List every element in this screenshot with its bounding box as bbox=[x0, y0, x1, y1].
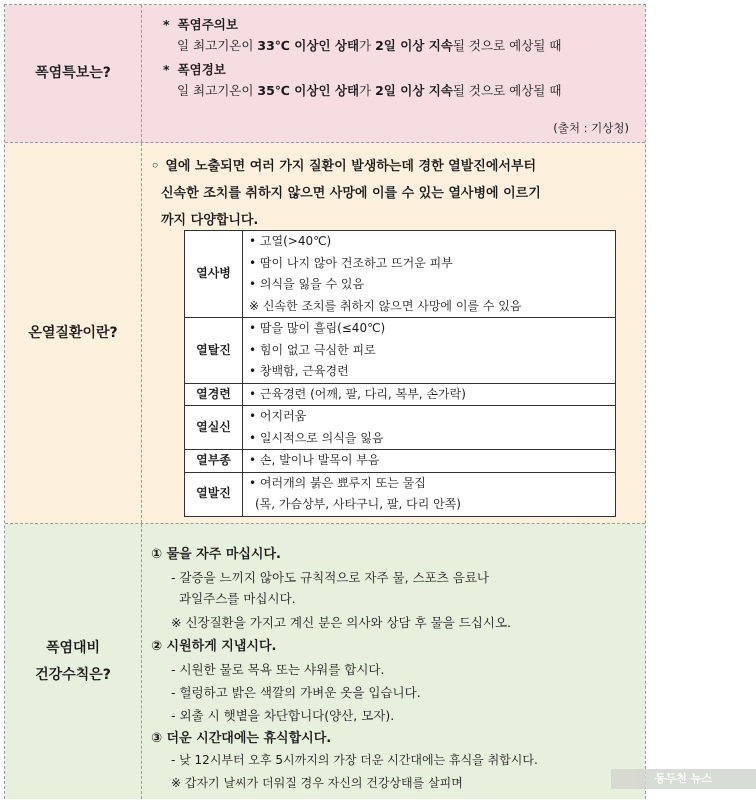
heatwave-alert-content bbox=[143, 5, 645, 142]
advisory-title: * 폭염주의보 bbox=[163, 17, 238, 32]
disease-name: 열사병 bbox=[185, 231, 243, 318]
info-table bbox=[4, 4, 712, 799]
warning-title: * 폭염경보 bbox=[163, 62, 226, 77]
heat-illness-content bbox=[143, 143, 645, 523]
heatwave-alert-label: 폭염특보는? bbox=[5, 5, 142, 142]
disease-symptoms: • 고열(>40℃) • 땀이 나지 않아 건조하고 뜨거운 피부 • 의식을 잃을 수 있음 ※ 신속한 조치를 취하지 않으면 사망에 이를 수 있음 bbox=[243, 231, 616, 318]
heat-illness-table bbox=[184, 230, 616, 517]
heatwave-alert-section bbox=[5, 5, 645, 143]
warning-desc: 일 최고기온이 35℃ 이상인 상태가 2일 이상 지속될 것으로 예상될 때 bbox=[177, 83, 562, 98]
rule-1-title: ① 물을 자주 마십시다. bbox=[151, 547, 281, 562]
disease-symptoms: • 손, 발이나 발목이 부음 bbox=[243, 450, 616, 473]
source-note: (출처 : 기상청) bbox=[553, 121, 629, 135]
rule-1-note: ※ 신장질환을 가지고 계신 분은 의사와 상담 후 물을 드십시오. bbox=[171, 615, 512, 630]
table-row bbox=[185, 231, 616, 318]
disease-symptoms: • 여러개의 붉은 뾰루지 또는 물집 (목, 가슴상부, 사타구니, 팔, 다리 안쪽) bbox=[243, 472, 616, 516]
table-row bbox=[185, 472, 616, 516]
rule-3-note: ※ 갑자기 날씨가 더워질 경우 자신의 건강상태를 살피며 bbox=[171, 776, 463, 790]
bullet-icon: ◦ bbox=[151, 159, 160, 174]
disease-name: 열발진 bbox=[185, 472, 243, 516]
health-rules-label: 폭염대비 건강수칙은? bbox=[5, 524, 142, 799]
rule-3-title: ③ 더운 시간대에는 휴식합시다. bbox=[151, 731, 332, 746]
rule-2-title: ② 시원하게 지냅시다. bbox=[151, 639, 277, 654]
disease-name: 열실신 bbox=[185, 406, 243, 450]
disease-name: 열부종 bbox=[185, 450, 243, 473]
health-rules-section bbox=[5, 524, 712, 799]
rule-2-line-3: - 외출 시 햇볕을 차단합니다(양산, 모자). bbox=[171, 708, 395, 723]
disease-symptoms: • 근육경련 (어깨, 팔, 다리, 복부, 손가락) bbox=[243, 383, 616, 406]
heat-illness-label: 온열질환이란? bbox=[5, 143, 142, 523]
rule-2-line-2: - 헐렁하고 밝은 색깔의 가벼운 옷을 입습니다. bbox=[171, 685, 421, 700]
advisory-desc: 일 최고기온이 33℃ 이상인 상태가 2일 이상 지속될 것으로 예상될 때 bbox=[177, 38, 562, 53]
rule-2-line-1: - 시원한 물로 목욕 또는 샤워를 합시다. bbox=[171, 662, 385, 677]
heat-illness-intro: ◦ 열에 노출되면 여러 가지 질환이 발생하는데 경한 열발진에서부터 신속한 조치를 취하지 않으면 사망에 이를 수 있는 열사병에 이르기 까지 다양합니다. bbox=[151, 153, 641, 234]
table-row bbox=[185, 406, 616, 450]
table-row bbox=[185, 318, 616, 384]
table-row bbox=[185, 383, 616, 406]
table-row bbox=[185, 450, 616, 473]
rule-1-line-1: - 갈증을 느끼지 않아도 규칙적으로 자주 물, 스포츠 음료나 bbox=[171, 570, 489, 585]
heat-illness-section bbox=[5, 143, 645, 524]
rule-1-line-2: 과일주스를 마십시다. bbox=[179, 591, 296, 606]
disease-symptoms: • 땀을 많이 흘림(≤40℃) • 힘이 없고 극심한 피로 • 창백함, 근육경련 bbox=[243, 318, 616, 384]
disease-name: 열탈진 bbox=[185, 318, 243, 384]
news-watermark: 동두천 뉴스 bbox=[611, 769, 756, 789]
disease-name: 열경련 bbox=[185, 383, 243, 406]
rule-3-line-1: - 낮 12시부터 오후 5시까지의 가장 더운 시간대에는 휴식을 취합시다. bbox=[171, 753, 538, 767]
health-rules-content bbox=[143, 524, 712, 799]
disease-symptoms: • 어지러움 • 일시적으로 의식을 잃음 bbox=[243, 406, 616, 450]
